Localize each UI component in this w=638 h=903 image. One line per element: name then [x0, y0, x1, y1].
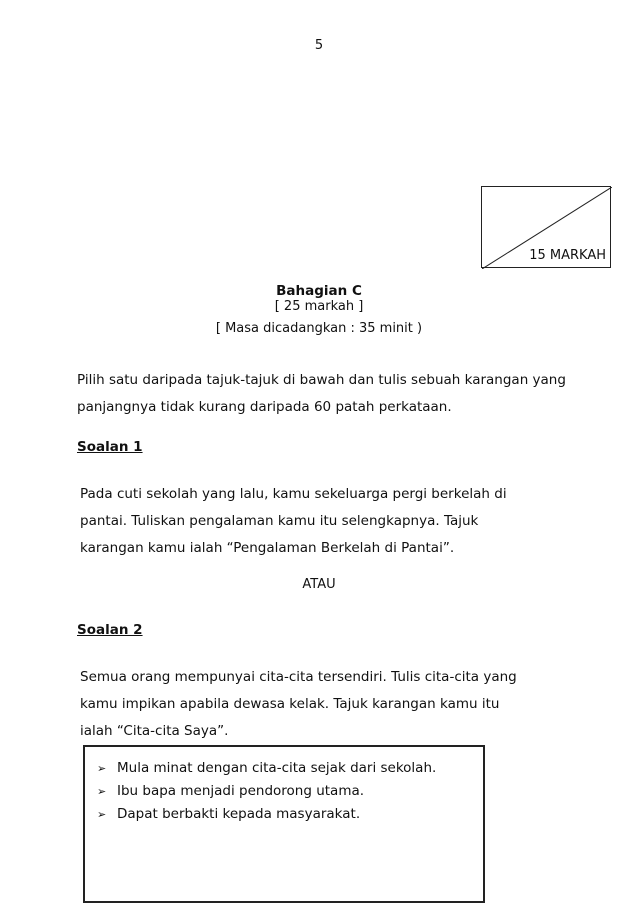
score-box — [481, 186, 611, 268]
section-title: Bahagian C — [276, 283, 362, 299]
list-item — [97, 803, 436, 826]
section-time: [ Masa dicadangkan : 35 minit ) — [215, 321, 423, 336]
arrow-bullet-icon: ➢ — [97, 785, 107, 798]
list-item — [97, 757, 436, 780]
question-1-text — [80, 481, 600, 562]
or-separator: ATAU — [302, 577, 336, 592]
point-text: Mula minat dengan cita-cita sejak dari sekolah. — [117, 760, 437, 776]
question-2-heading: Soalan 2 — [77, 622, 143, 638]
question-2-text — [80, 664, 600, 745]
instruction-line: panjangnya tidak kurang daripada 60 patah perkataan. — [77, 399, 452, 415]
point-text: Dapat berbakti kepada masyarakat. — [117, 806, 361, 822]
points-box — [83, 745, 485, 903]
instruction-text — [77, 367, 597, 421]
list-item — [97, 780, 436, 803]
page-number: 5 — [314, 38, 324, 53]
question-2-line: kamu impikan apabila dewasa kelak. Tajuk karangan kamu itu — [80, 696, 500, 712]
question-2-line: Semua orang mempunyai cita-cita tersendiri. Tulis cita-cita yang — [80, 669, 517, 685]
question-1-line: pantai. Tuliskan pengalaman kamu itu selengkapnya. Tajuk — [80, 513, 479, 529]
question-1-heading: Soalan 1 — [77, 439, 143, 455]
point-text: Ibu bapa menjadi pendorong utama. — [117, 783, 365, 799]
score-box-label: 15 MARKAH — [529, 248, 606, 263]
points-list — [97, 757, 436, 826]
arrow-bullet-icon: ➢ — [97, 808, 107, 821]
section-marks: [ 25 markah ] — [274, 299, 364, 314]
arrow-bullet-icon: ➢ — [97, 762, 107, 775]
question-1-line: Pada cuti sekolah yang lalu, kamu sekeluarga pergi berkelah di — [80, 486, 507, 502]
instruction-line: Pilih satu daripada tajuk-tajuk di bawah dan tulis sebuah karangan yang — [77, 372, 566, 388]
question-2-line: ialah “Cita-cita Saya”. — [80, 723, 229, 739]
question-1-line: karangan kamu ialah “Pengalaman Berkelah di Pantai”. — [80, 540, 455, 556]
